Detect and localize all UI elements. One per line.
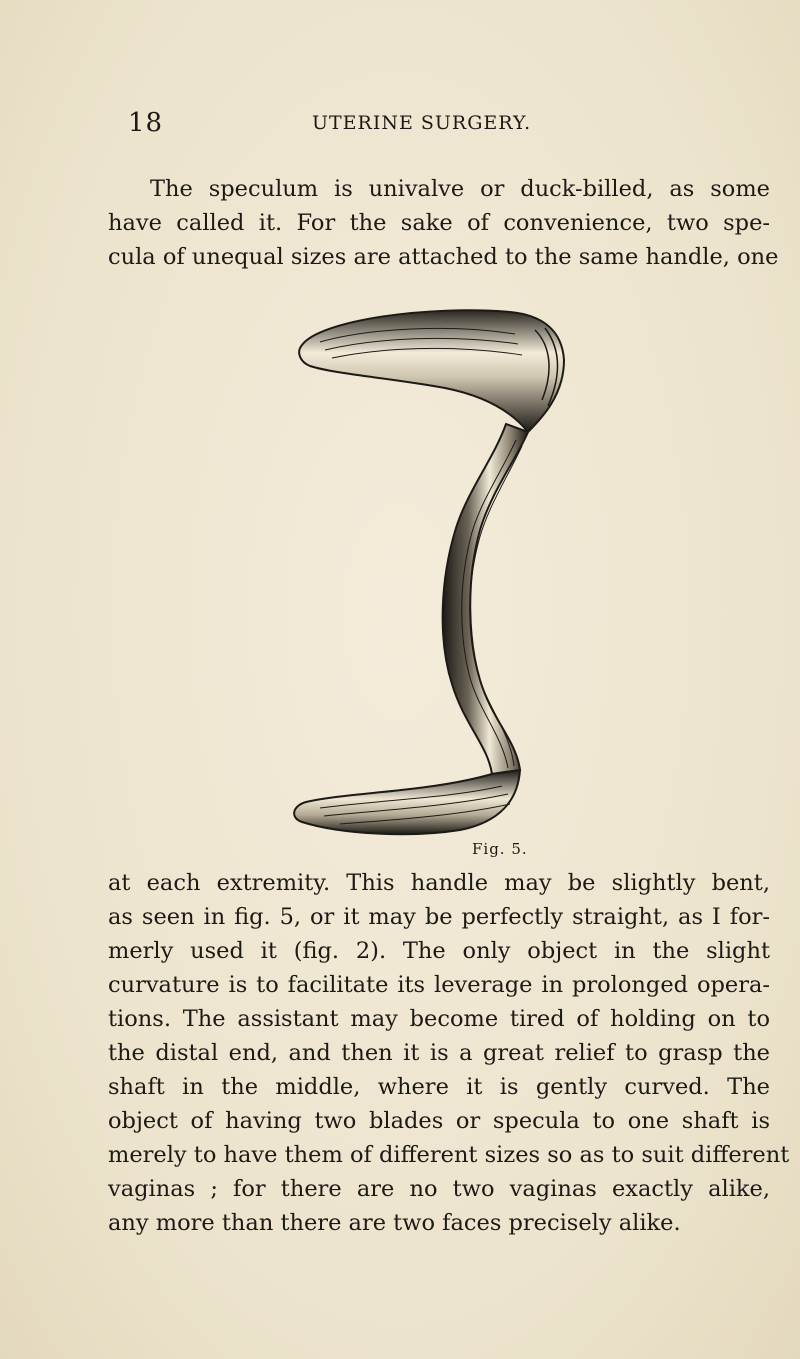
paragraph-line: curvature is to facilitate its leverage in prolonged opera-: [108, 972, 770, 998]
paragraph-line: tions. The assistant may become tired of holding on to: [108, 1006, 770, 1032]
paragraph-line: cula of unequal sizes are attached to the same handle, one: [108, 244, 779, 270]
page-header: [0, 108, 800, 148]
figure-caption: Fig. 5.: [472, 840, 528, 858]
paragraph-2: [108, 866, 790, 1240]
page-number: 18: [128, 108, 164, 138]
paragraph-line: shaft in the middle, where it is gently curved. The: [108, 1074, 770, 1100]
paragraph-line: any more than there are two faces precisely alike.: [108, 1210, 681, 1236]
paragraph-line: the distal end, and then it is a great relief to grasp the: [108, 1040, 770, 1066]
paragraph-line: at each extremity. This handle may be slightly bent,: [108, 870, 770, 896]
paragraph-line: as seen in fig. 5, or it may be perfectly straight, as I for-: [108, 904, 770, 930]
paragraph-line: merly used it (fig. 2). The only object in the slight: [108, 938, 770, 964]
paragraph-line: vaginas ; for there are no two vaginas exactly alike,: [108, 1176, 770, 1202]
paragraph-line: merely to have them of different sizes so as to suit different: [108, 1142, 790, 1168]
paragraph-line: object of having two blades or specula to one shaft is: [108, 1108, 770, 1134]
paragraph-line: The speculum is univalve or duck-billed, as some: [150, 176, 770, 202]
paragraph-line: have called it. For the sake of convenience, two spe-: [108, 210, 770, 236]
curved-speculum-illustration: [280, 300, 580, 840]
running-head: UTERINE SURGERY.: [312, 112, 532, 134]
paragraph-1: [108, 172, 779, 274]
